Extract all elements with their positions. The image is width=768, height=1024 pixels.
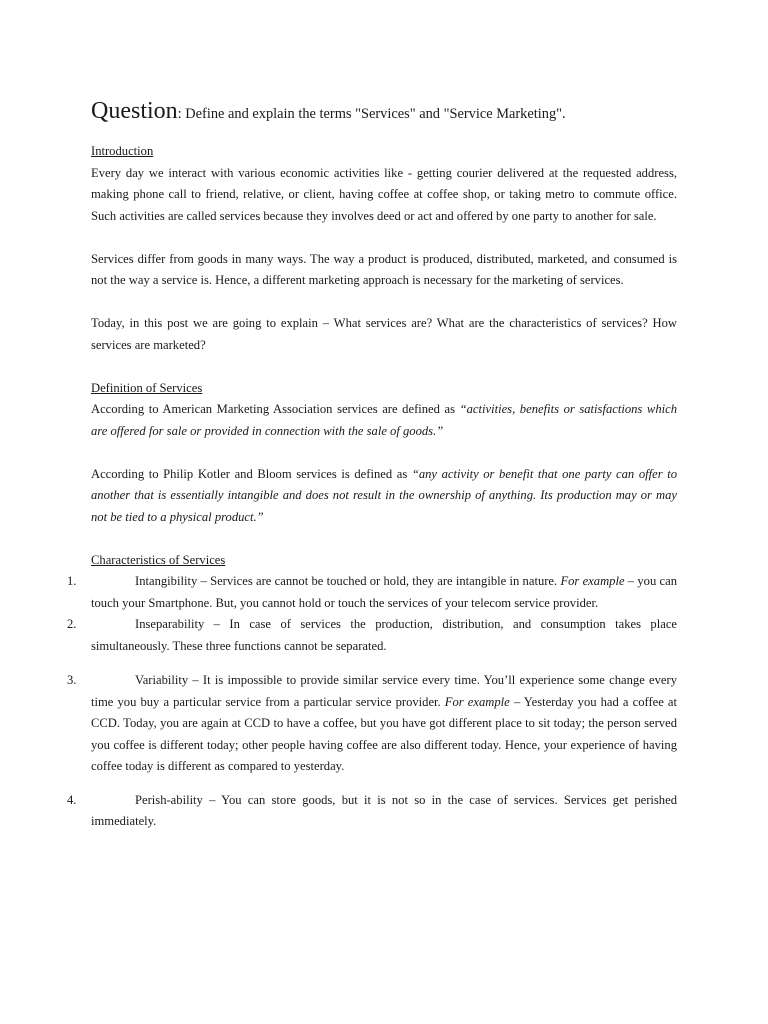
list-item-number: 4. — [67, 792, 77, 807]
definition-kotler — [91, 464, 677, 529]
list-item-emphasis: For example — [444, 694, 510, 709]
kotler-lead: According to Philip Kotler and Bloom services is defined as — [91, 466, 412, 481]
intro-paragraph-1: Every day we interact with various economic activities like - getting courier delivered at the requested address, making phone call to friend, relative, or client, having coffee at coffee shop, or taking metro to commute office. Such activities are called services because they involves deed or act and offered by one party to another for sale. — [91, 165, 677, 223]
list-item-text: Inseparability – In case of services the production, distribution, and consumption takes place simultaneously. These three functions cannot be separated. — [91, 617, 677, 653]
introduction-heading: Introduction — [91, 144, 154, 158]
question-prefix: Question — [91, 98, 178, 124]
list-item-text: Intangibility – Services are cannot be touched or hold, they are intangible in nature. — [135, 574, 561, 588]
list-item-emphasis: For example — [560, 574, 625, 588]
list-item-text: Variability – It is impossible to provide similar service every time. You’ll experience some change every time you buy a particular service from a particular service provider. — [91, 673, 677, 709]
question-title — [91, 90, 677, 131]
ama-quote: “activities, benefits or satisfactions which are offered for sale or provided in connection with the sale of goods.” — [91, 402, 677, 438]
intro-paragraph-3: Today, in this post we are going to explain – What services are? What are the characteristics of services? How services are marketed? — [91, 316, 677, 352]
list-item-text-continued: – Yesterday you had a coffee at CCD. Today, you are again at CCD to have a coffee, but you have got different place to sit today; the person served you coffee is different today; other people having coffee are also different today. Hence, your experience of having coffee today is different as compared to yesterday. — [91, 694, 678, 773]
kotler-quote: “any activity or benefit that one party can offer to another that is essentially intangible and does not result in the ownership of anything. Its production may or may not be tied to a physical product.” — [91, 466, 677, 524]
list-item — [67, 614, 677, 657]
list-item — [67, 571, 677, 614]
definition-ama — [91, 399, 677, 442]
list-item-number: 2. — [67, 617, 77, 631]
list-item — [67, 670, 678, 778]
characteristics-heading: Characteristics of Services — [91, 552, 226, 567]
list-item-text: Perish-ability – You can store goods, but it is not so in the case of services. Services get perished immediately. — [91, 792, 677, 828]
list-item-number: 1. — [67, 574, 77, 588]
definition-heading: Definition of Services — [91, 380, 203, 395]
document-page — [67, 90, 678, 833]
question-text: : Define and explain the terms "Services" and "Service Marketing". — [177, 106, 566, 122]
intro-paragraph-2: Services differ from goods in many ways. The way a product is produced, distributed, marketed, and consumed is not the way a service is. Hence, a different marketing approach is necessary for the marketing of services. — [91, 251, 677, 287]
list-item-text-continued: – you can touch your Smartphone. But, you cannot hold or touch the services of your telecom service provider. — [91, 574, 677, 610]
list-item-number: 3. — [67, 673, 77, 687]
ama-lead: According to American Marketing Association services are defined as — [91, 402, 460, 416]
list-item — [67, 790, 677, 833]
